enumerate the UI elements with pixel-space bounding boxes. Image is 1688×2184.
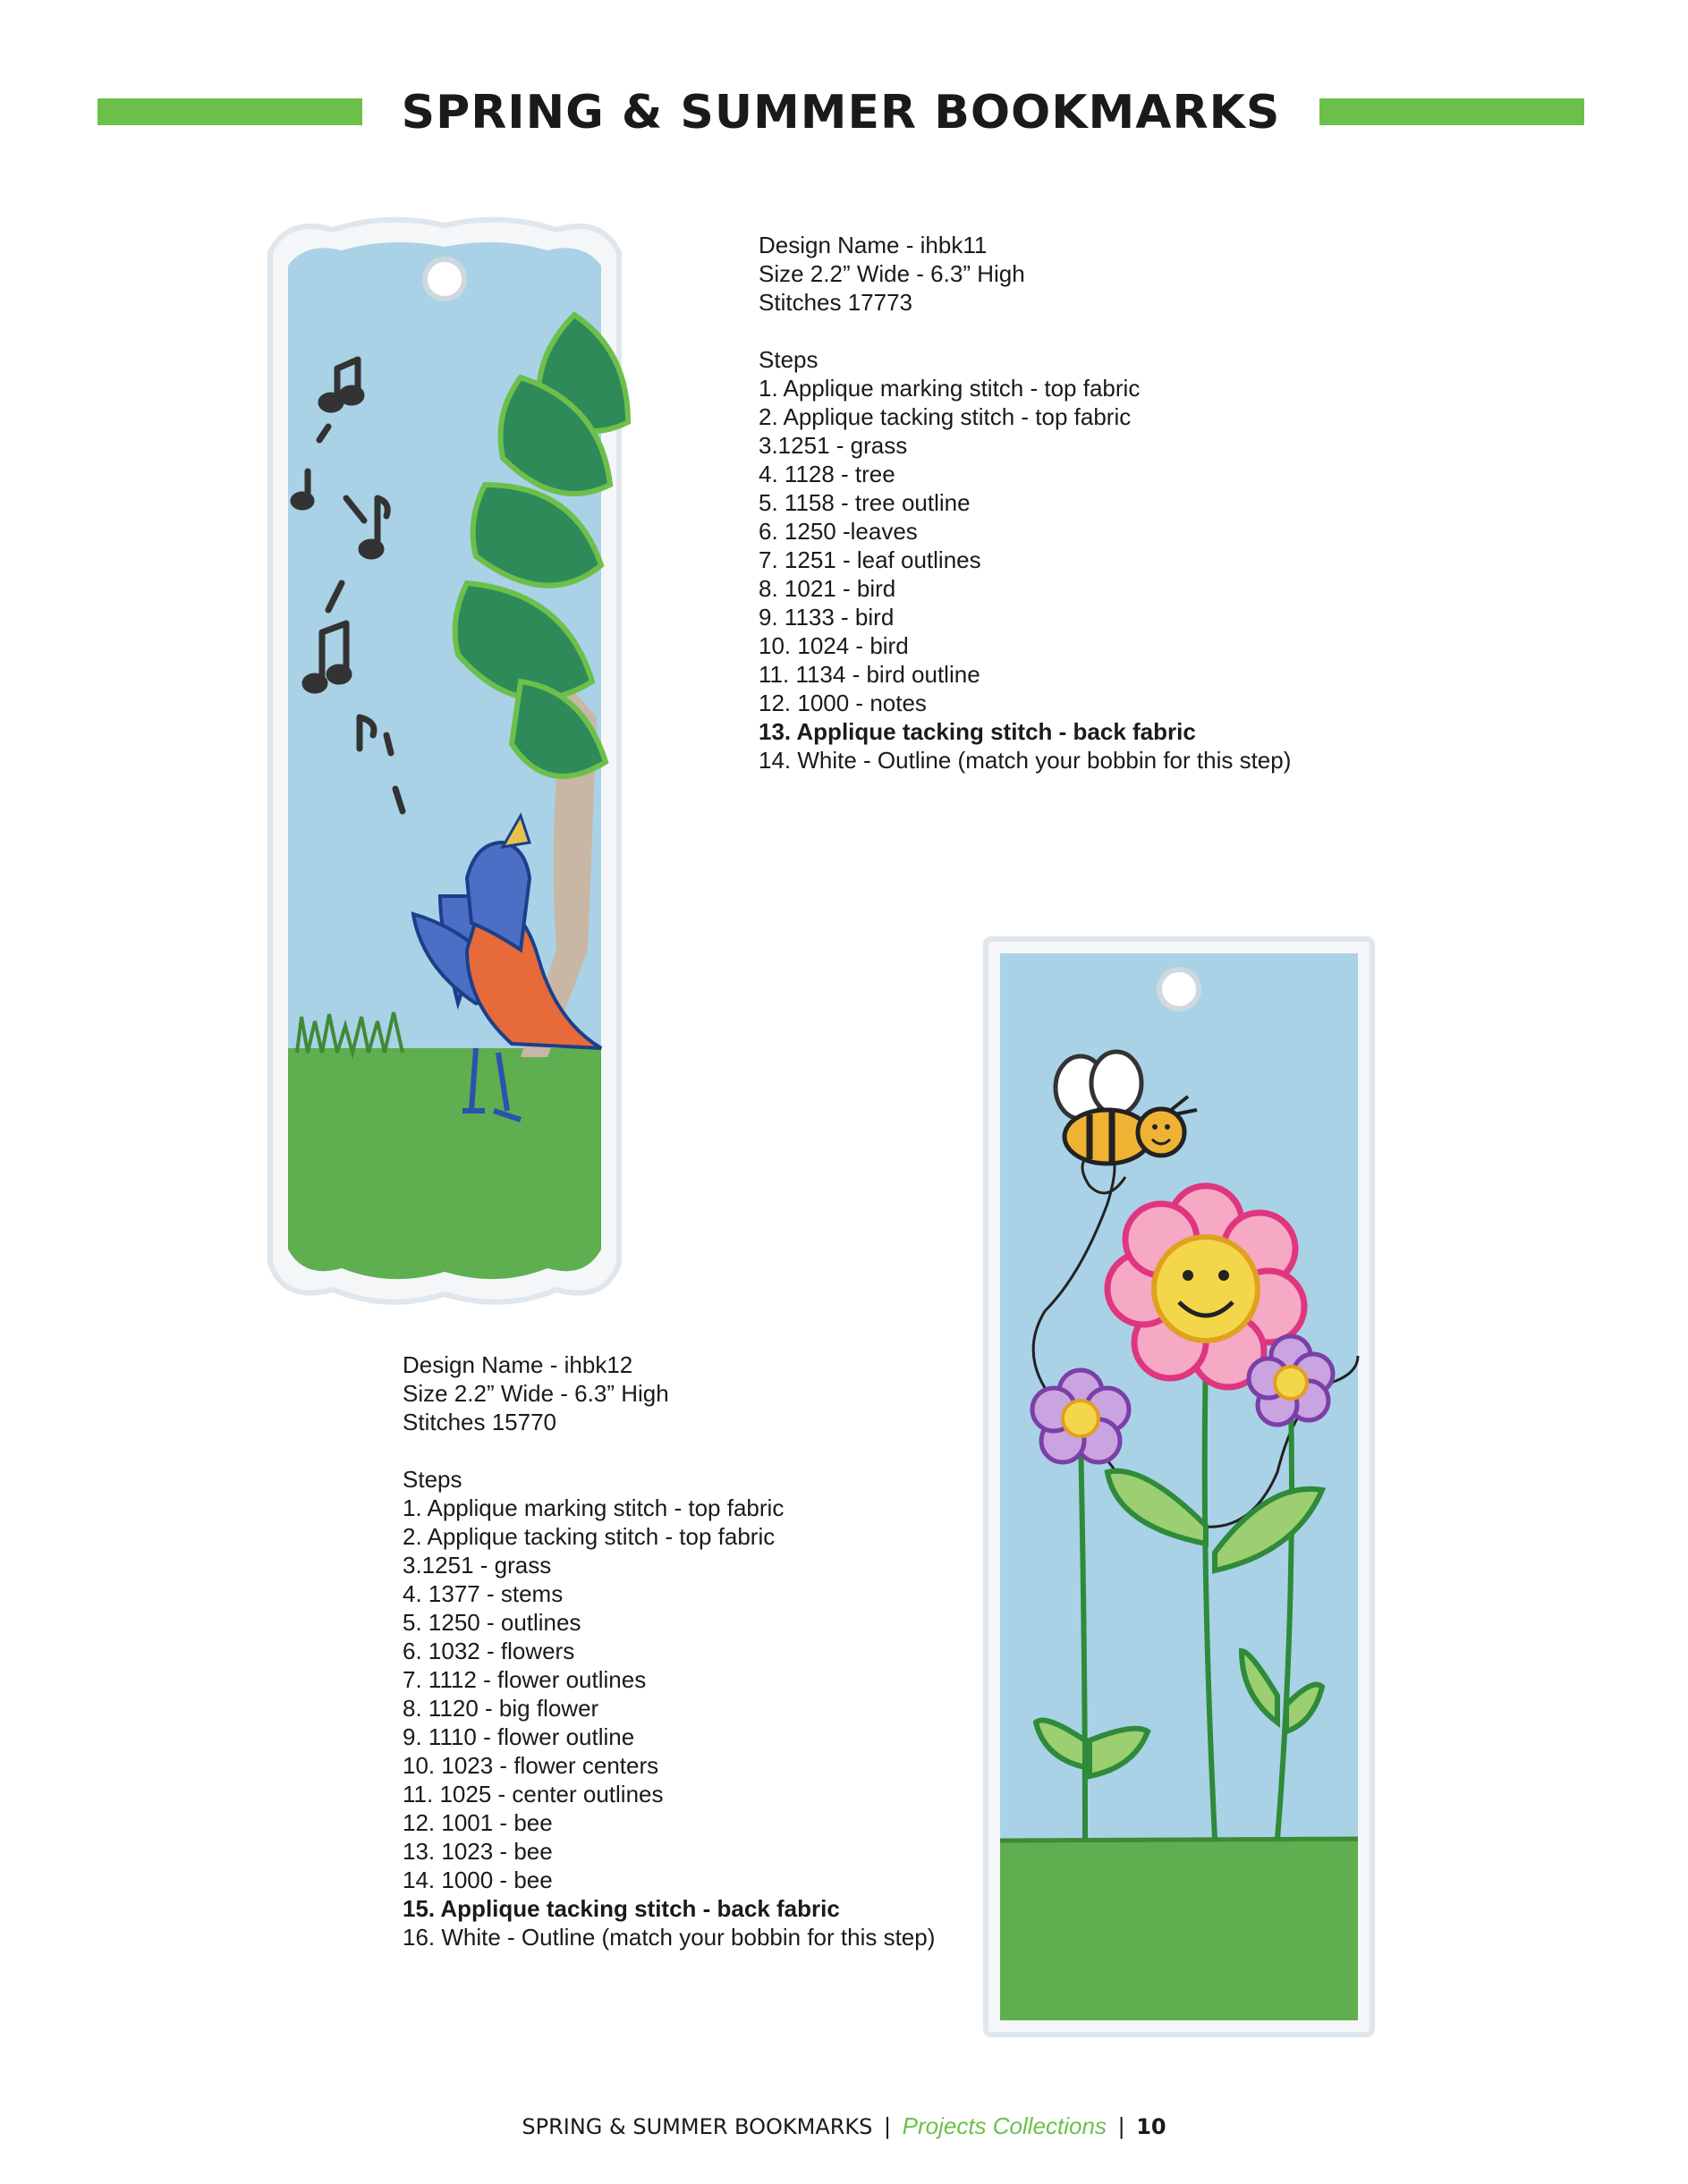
design1-step: 5. 1158 - tree outline xyxy=(759,489,971,516)
design2-step: 16. White - Outline (match your bobbin for this step) xyxy=(403,1924,936,1951)
design1-details xyxy=(759,231,1304,775)
design1-stitches: Stitches 17773 xyxy=(759,289,913,316)
design2-step: 4. 1377 - stems xyxy=(403,1580,564,1607)
page-number: 10 xyxy=(1136,2114,1166,2139)
design1-step: 6. 1250 -leaves xyxy=(759,518,918,545)
design2-size: Size 2.2” Wide - 6.3” High xyxy=(403,1380,669,1407)
design1-step: 13. Applique tacking stitch - back fabric xyxy=(759,718,1196,745)
design2-step: 6. 1032 - flowers xyxy=(403,1638,575,1664)
design1-step: 9. 1133 - bird xyxy=(759,604,895,631)
page-footer xyxy=(0,2111,1688,2142)
grass-area xyxy=(1000,1839,1358,2020)
footer-separator: | xyxy=(1118,2112,1124,2139)
design1-step: 1. Applique marking stitch - top fabric xyxy=(759,375,1141,402)
footer-collection: Projects Collections xyxy=(902,2112,1107,2139)
design1-steps-heading: Steps xyxy=(759,346,819,373)
design1-step: 7. 1251 - leaf outlines xyxy=(759,546,981,573)
design1-step: 3.1251 - grass xyxy=(759,432,908,459)
design2-name: Design Name - ihbk12 xyxy=(403,1351,633,1378)
grass-area xyxy=(288,1048,601,1279)
hanging-hole xyxy=(425,259,464,299)
design1-step: 2. Applique tacking stitch - top fabric xyxy=(759,403,1132,430)
design1-step: 8. 1021 - bird xyxy=(759,575,896,602)
design2-step: 9. 1110 - flower outline xyxy=(403,1723,635,1750)
design1-step: 4. 1128 - tree xyxy=(759,461,895,487)
design2-step: 8. 1120 - big flower xyxy=(403,1695,599,1722)
design2-step: 11. 1025 - center outlines xyxy=(403,1781,664,1807)
design2-step: 5. 1250 - outlines xyxy=(403,1609,581,1636)
header-rule-left xyxy=(98,98,362,125)
design1-step: 10. 1024 - bird xyxy=(759,632,909,659)
hanging-hole xyxy=(1159,969,1199,1009)
design1-step: 12. 1000 - notes xyxy=(759,690,927,716)
design2-details xyxy=(403,1350,948,1951)
design2-step: 14. 1000 - bee xyxy=(403,1867,553,1893)
design1-step: 14. White - Outline (match your bobbin for this step) xyxy=(759,747,1292,774)
design2-step: 15. Applique tacking stitch - back fabric xyxy=(403,1895,840,1922)
design2-step: 3.1251 - grass xyxy=(403,1552,552,1579)
design2-stitches: Stitches 15770 xyxy=(403,1409,557,1435)
design2-step: 7. 1112 - flower outlines xyxy=(403,1666,647,1693)
design2-step: 13. 1023 - bee xyxy=(403,1838,553,1865)
design2-step: 1. Applique marking stitch - top fabric xyxy=(403,1494,785,1521)
design2-steps-heading: Steps xyxy=(403,1466,462,1493)
footer-separator: | xyxy=(884,2112,891,2139)
header-rule-right xyxy=(1319,98,1584,125)
design1-step: 11. 1134 - bird outline xyxy=(759,661,980,688)
footer-title: SPRING & SUMMER BOOKMARKS xyxy=(522,2114,873,2139)
bookmark-bird-photo xyxy=(252,216,637,1312)
design2-step: 10. 1023 - flower centers xyxy=(403,1752,659,1779)
grass-top-edge xyxy=(1000,1839,1358,1841)
design1-name: Design Name - ihbk11 xyxy=(759,232,988,258)
design1-size: Size 2.2” Wide - 6.3” High xyxy=(759,260,1025,287)
design2-step: 2. Applique tacking stitch - top fabric xyxy=(403,1523,776,1550)
page-title: SPRING & SUMMER BOOKMARKS xyxy=(401,86,1281,140)
design2-step: 12. 1001 - bee xyxy=(403,1809,553,1836)
bookmark-flower-photo xyxy=(982,935,1376,2038)
